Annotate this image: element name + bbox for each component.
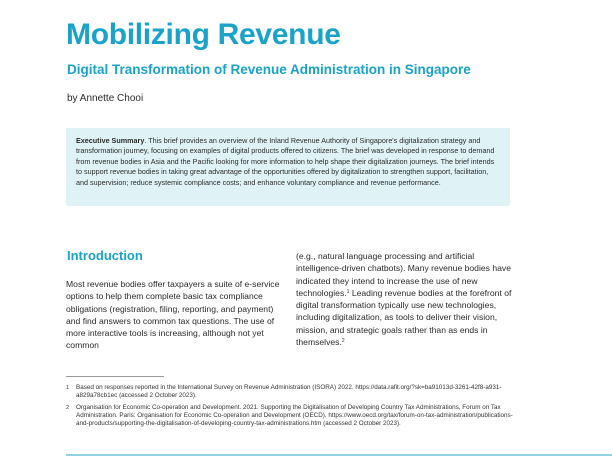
footnote-2	[66, 404, 516, 429]
introduction-right-text-1: (e.g., natural language processing and artificial intelligence-driven chatbots). Many revenue bodies have indicated they intend to increase the use of new technologies.	[296, 251, 511, 298]
author-byline: by Annette Chooi	[67, 93, 144, 104]
footnote-2-number: 2	[66, 405, 70, 411]
footnote-ref-1[interactable]: 1	[346, 288, 350, 295]
footnote-1-text: Based on responses reported in the International Survey on Revenue Administration (ISORA) 2022. https://data.rafit.org/?sk=ba91013d-3261-42f8-a931-a829a78cb1ec (accessed 2 October 2023).	[76, 384, 502, 400]
footnote-2-text: Organisation for Economic Co-operation and Development. 2021. Supporting the Digitalisation of Developing Country Tax Administrations, Forum on Tax Administration. Paris: Organisation for Economic Co-operation and Development (OECD). https://www.oecd.org/tax/forum-on-tax-administration/publications-and-products/supporting-the-digitalisation-of-developing-country-tax-administrations.htm (accessed 2 October 2023).	[76, 404, 513, 428]
footnote-1-number: 1	[66, 385, 70, 391]
executive-summary-text	[76, 136, 500, 188]
page-title: Mobilizing Revenue	[66, 18, 341, 51]
footnote-ref-2[interactable]: 2	[341, 338, 345, 345]
introduction-left-column: Most revenue bodies offer taxpayers a suite of e-service options to help them complete basic tax compliance obligations (registration, filing, reporting, and payment) and find answers to common tax questions. The use of more interactive tools is increasing, although not yet common	[66, 279, 280, 351]
footnote-divider	[66, 376, 164, 377]
page-subtitle: Digital Transformation of Revenue Administration in Singapore	[67, 62, 471, 77]
introduction-right-column	[296, 250, 516, 348]
executive-summary-box	[66, 128, 510, 206]
introduction-right-text-2: Leading revenue bodies at the forefront of digital transformation typically use new technologies, including digitalization, as tools to deliver their vision, mission, and strategic goals rather than as ends in themselves.	[296, 287, 512, 348]
executive-summary-label: Executive Summary	[76, 136, 145, 145]
footnote-1	[66, 384, 516, 400]
introduction-heading: Introduction	[67, 248, 143, 263]
page-bottom-rule	[66, 454, 612, 456]
executive-summary-body: . This brief provides an overview of the Inland Revenue Authority of Singapore's digitalization strategy and transformation journey, focusing on examples of digital products offered to citizens. The brief was developed in response to demand from revenue bodies in Asia and the Pacific looking for more information to help shape their digitalization journeys. The brief intends to support revenue bodies in taking great advantage of the opportunities offered by digitalization to strengthen support, facilitation, and supervision; reduce systemic compliance costs; and enhance voluntary compliance and revenue performance.	[76, 136, 495, 187]
